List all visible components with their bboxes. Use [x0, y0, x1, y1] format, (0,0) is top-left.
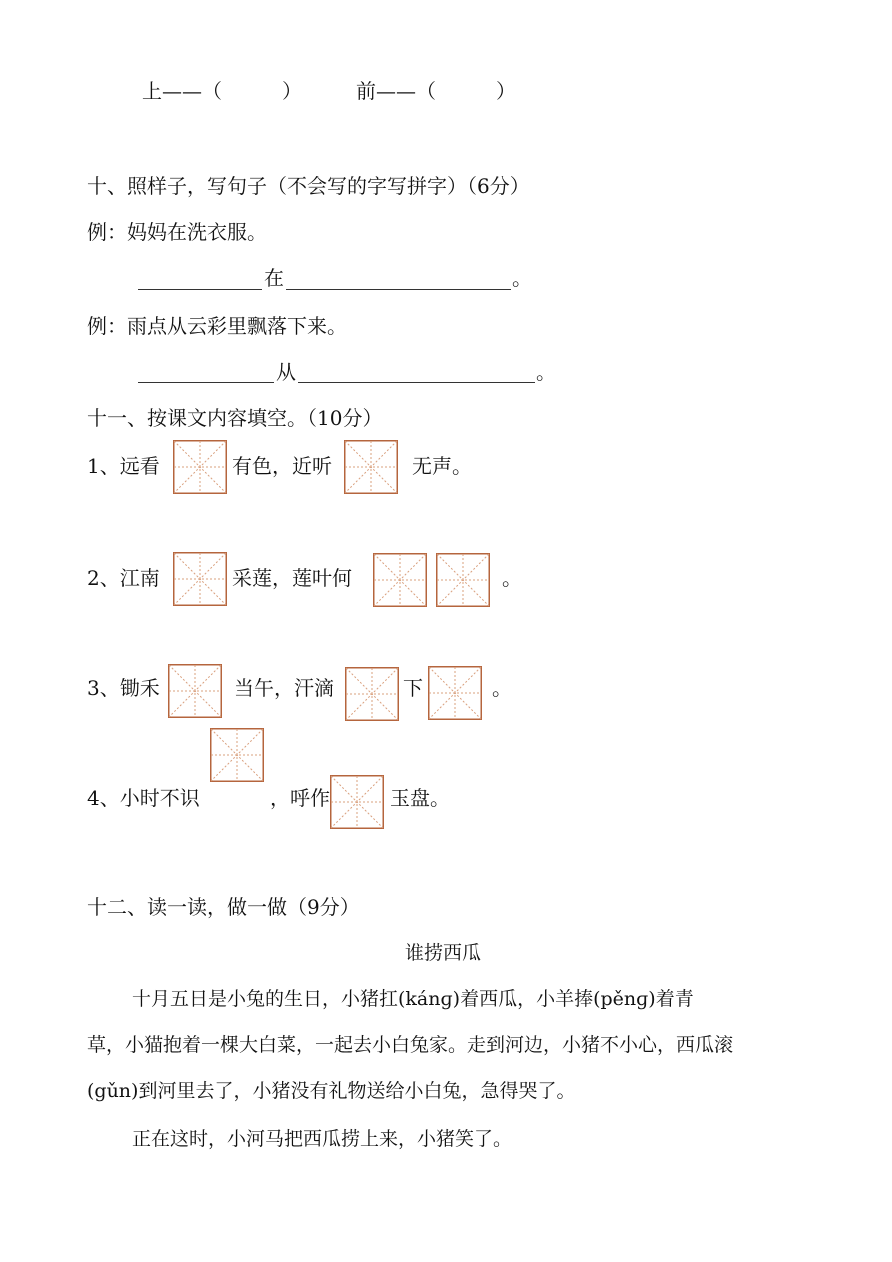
q1-part-a: 1、远看: [87, 454, 160, 478]
fill-2-end: 。: [536, 360, 556, 384]
q2-part-b: 采莲，莲叶何: [232, 566, 352, 590]
story-p2: 正在这时，小河马把西瓜捞上来，小猪笑了。: [132, 1128, 513, 1150]
q1-part-b: 有色，近听: [232, 454, 332, 478]
fill-1-end: 。: [512, 266, 532, 290]
section-12-title: 十二、读一读，做一做（9分）: [87, 895, 360, 919]
story-p1-line-1: 十月五日是小兔的生日，小猪扛(kánɡ)着西瓜，小羊捧(pěnɡ)着青: [132, 988, 694, 1010]
char-grid-q1-2[interactable]: [344, 440, 398, 494]
q2-part-a: 2、江南: [87, 566, 160, 590]
example-1: 例：妈妈在洗衣服。: [87, 220, 267, 244]
q4-part-c: 玉盘。: [390, 786, 450, 810]
story-title: 谁捞西瓜: [405, 942, 482, 964]
section-10-title: 十、照样子，写句子（不会写的字写拼字）（6分）: [87, 174, 530, 198]
char-grid-q2-1[interactable]: [173, 552, 227, 606]
fill-blank-2b[interactable]: [298, 382, 535, 383]
fill-blank-1b[interactable]: [286, 289, 511, 290]
q1-part-c: 无声。: [412, 454, 472, 478]
antonym-item-2: 前——（ ）: [356, 79, 516, 103]
q3-part-b: 当午，汗滴: [234, 676, 334, 700]
char-grid-q2-3[interactable]: [436, 553, 490, 607]
q4-part-b: ，呼作: [270, 786, 330, 810]
antonym-item-1: 上——（ ）: [142, 79, 302, 103]
q2-part-c: 。: [502, 566, 522, 590]
story-p1-line-2: 草，小猫抱着一棵大白菜，一起去小白兔家。走到河边，小猪不小心，西瓜滚: [87, 1034, 734, 1056]
q4-part-a: 4、小时不识: [87, 786, 200, 810]
char-grid-q3-3[interactable]: [428, 666, 482, 720]
fill-2-mid: 从: [276, 360, 296, 384]
story-p1-line-3: (gǔn)到河里去了，小猪没有礼物送给小白兔，急得哭了。: [87, 1080, 576, 1102]
q3-part-d: 。: [492, 676, 512, 700]
example-2: 例：雨点从云彩里飘落下来。: [87, 314, 347, 338]
fill-blank-1a[interactable]: [138, 289, 262, 290]
char-grid-q4-1[interactable]: [210, 728, 264, 782]
char-grid-q3-1[interactable]: [168, 664, 222, 718]
char-grid-q3-2[interactable]: [345, 667, 399, 721]
q3-part-c: 下: [403, 676, 423, 700]
fill-1-mid: 在: [264, 266, 284, 290]
q3-part-a: 3、锄禾: [87, 676, 160, 700]
char-grid-q1-1[interactable]: [173, 440, 227, 494]
char-grid-q4-2[interactable]: [330, 775, 384, 829]
fill-blank-2a[interactable]: [138, 382, 274, 383]
char-grid-q2-2[interactable]: [373, 553, 427, 607]
section-11-title: 十一、按课文内容填空。（10分）: [87, 406, 383, 430]
